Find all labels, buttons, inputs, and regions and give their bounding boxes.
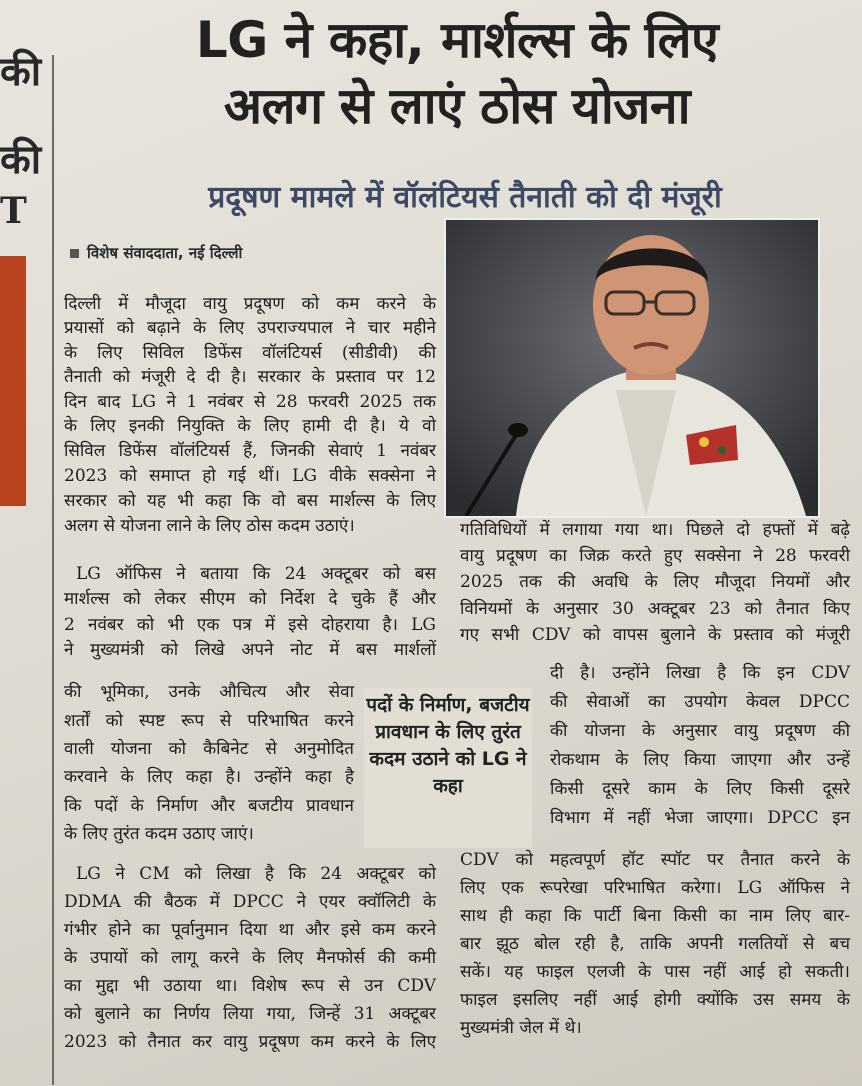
byline-text: विशेष संवाददाता, नई दिल्ली [87, 244, 243, 262]
col2-line: विनियमों के अनुसार 30 अक्टूबर 23 को तैनात किए [460, 599, 850, 619]
subheadline: प्रदूषण मामले में वॉलंटियर्स तैनाती को दी मंजूरी [208, 180, 722, 215]
col2-line: विभाग में नहीं भेजा जाएगा। DPCC इन [550, 808, 850, 828]
headline-line-1: LG ने कहा, मार्शल्स के लिए [195, 11, 719, 69]
col1-line: प्रयासों को बढ़ाने के लिए उपराज्यपाल ने चार महीने [64, 318, 436, 338]
col1-line: 2023 को तैनात कर वायु प्रदूषण कम करने के लिए [64, 1032, 436, 1052]
adjacent-red-block [0, 256, 26, 506]
col2-line: रोकथाम के लिए किया जाएगा और उन्हें [550, 750, 850, 770]
col1-line: मार्शल्स को लेकर सीएम को निर्देश दे चुके हैं और [64, 589, 436, 609]
col1-line: गंभीर होने का पूर्वानुमान दिया था और इसे कम करने [64, 920, 436, 940]
col1-line: शर्तों को स्पष्ट रूप से परिभाषित करने [64, 711, 354, 731]
col1-line: ने मुख्यमंत्री को लिखे अपने नोट में बस मार्शलों [64, 640, 436, 660]
col1-line: वाली योजना को कैबिनेट से अनुमोदित [64, 739, 354, 759]
col2-line: की योजना के अनुसार वायु प्रदूषण की [550, 721, 850, 741]
column-divider [52, 55, 54, 1085]
headline-line-2: अलग से लाएं ठोस योजना [223, 77, 691, 135]
col1-line: अलग से योजना लाने के लिए ठोस कदम उठाएं। [64, 516, 355, 536]
col1-line: के उपायों को लागू करने के लिए मैनफोर्स की कमी [64, 948, 436, 968]
col1-line: DDMA की बैठक में DPCC ने एयर क्वॉलिटी के [64, 892, 436, 912]
col1-line: की भूमिका, उनके औचित्य और सेवा [64, 682, 354, 702]
col1-line: को बुलाने का निर्णय लिया गया, जिन्हें 31 अक्टूबर [64, 1004, 436, 1024]
col1-line: LG ऑफिस ने बताया कि 24 अक्टूबर को बस [76, 564, 436, 584]
col2-line: साथ ही कहा कि पार्टी बिना किसी का नाम लिए बार- [460, 906, 850, 926]
col2-line: लिए एक रूपरेखा परिभाषित करेगा। LG ऑफिस ने [460, 878, 850, 898]
col1-line: करवाने के लिए कहा है। उन्होंने कहा है [64, 767, 354, 787]
pull-quote: पदों के निर्माण, बजटीय प्रावधान के लिए तुरंत कदम उठाने को LG ने कहा [364, 688, 532, 848]
col1-line: 2 नवंबर को भी एक पत्र में इसे दोहराया है। LG [64, 615, 436, 635]
col2-line: दी है। उन्होंने लिखा है कि इन CDV [550, 663, 850, 683]
col2-line: बार झूठ बोल रही है, ताकि अपनी गलतियों से बच [460, 934, 850, 954]
col2-line: गतिविधियों में लगाया गया था। पिछले दो हफ्तों में बढ़े [460, 520, 850, 540]
col1-line: सरकार को यह भी कहा कि वो बस मार्शल्स के लिए [64, 491, 436, 511]
col1-line: सिविल डिफेंस वॉलंटियर्स हैं, जिनकी सेवाएं 1 नवंबर [64, 441, 436, 461]
portrait-image [446, 220, 818, 516]
col1-line: दिन बाद LG ने 1 नवंबर से 28 फरवरी 2025 तक [64, 392, 436, 412]
adjacent-article-strip [0, 0, 46, 1086]
col1-line: दिल्ली में मौजूदा वायु प्रदूषण को कम करने के [64, 294, 436, 314]
col1-line: के लिए सिविल डिफेंस वॉलंटियर्स (सीडीवी) की [64, 343, 436, 363]
adjacent-fragment: की [0, 136, 42, 183]
article-photo [444, 218, 820, 518]
col2-line: गए सभी CDV को वापस बुलाने के प्रस्ताव को मंजूरी [460, 625, 850, 645]
col1-line: तैनाती को मंजूरी दे दी है। सरकार के प्रस्ताव पर 12 [64, 367, 436, 387]
byline-square-icon [70, 249, 79, 258]
col2-line: किसी दूसरे काम के लिए किसी दूसरे [550, 779, 850, 799]
col2-line: वायु प्रदूषण का जिक्र करते हुए सक्सेना ने 28 फरवरी [460, 546, 850, 566]
adjacent-fragment: T [0, 190, 27, 232]
byline [70, 243, 242, 263]
col2-line: CDV को महत्वपूर्ण हॉट स्पॉट पर तैनात करने के [460, 850, 850, 870]
adjacent-fragment: की [0, 48, 42, 95]
col1-line: LG ने CM को लिखा है कि 24 अक्टूबर को [76, 864, 436, 884]
col1-line: 2023 को समाप्त हो गई थीं। LG वीके सक्सेना ने [64, 466, 436, 486]
col2-line: की सेवाओं का उपयोग केवल DPCC [550, 692, 850, 712]
col1-line: के लिए तुरंत कदम उठाए जाएं। [64, 824, 254, 844]
col2-line: मुख्यमंत्री जेल में थे। [460, 1018, 582, 1038]
col1-line: का मुद्दा भी उठाया था। विशेष रूप से उन CDV [64, 976, 436, 996]
headline [62, 10, 852, 136]
col1-line: कि पदों के निर्माण और बजटीय प्रावधान [64, 796, 354, 816]
col2-line: सकें। यह फाइल एलजी के पास नहीं आई हो सकती। [460, 962, 850, 982]
col2-line: फाइल इसलिए नहीं आई होगी क्योंकि उस समय के [460, 990, 850, 1010]
col2-line: 2025 तक की अवधि के लिए मौजूदा नियमों और [460, 572, 850, 592]
col1-line: के लिए इनकी नियुक्ति के लिए हामी दी है। ये वो [64, 416, 436, 436]
